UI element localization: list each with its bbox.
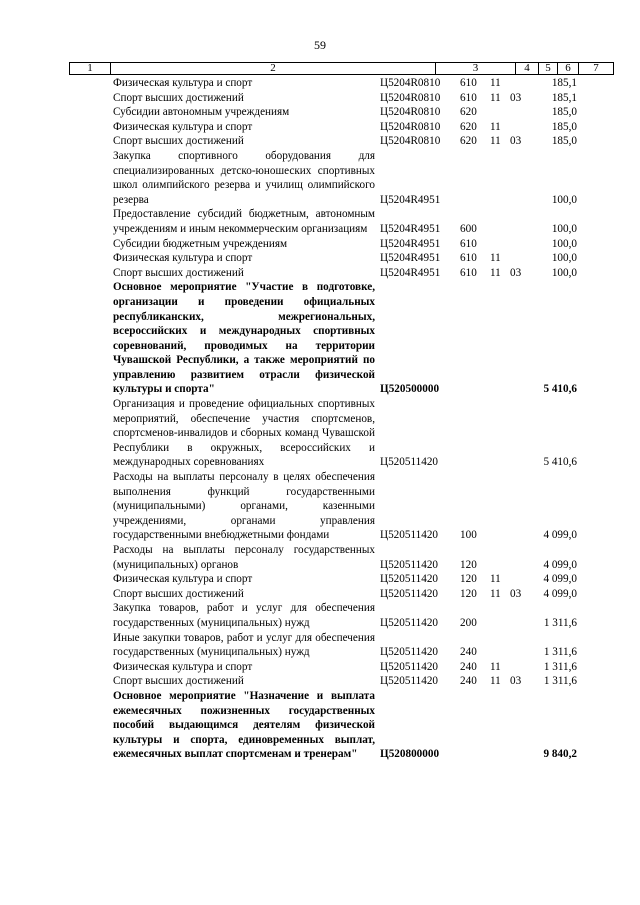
table-row: [0, 105, 640, 120]
row-section: 11: [490, 135, 501, 148]
row-code: Ц520511420: [380, 456, 439, 469]
table-row: [0, 470, 640, 543]
row-amount: 4 099,0: [543, 529, 577, 542]
row-section: 11: [490, 252, 501, 265]
row-subsection: 03: [510, 675, 522, 688]
row-name: Иные закупки товаров, работ и услуг для обеспечения государственных (муниципальных) нужд: [113, 631, 375, 659]
row-section: 11: [490, 120, 501, 133]
row-code: Ц5204R4951: [380, 266, 441, 279]
row-amount: 185,1: [551, 91, 577, 104]
table-row: [0, 543, 640, 572]
row-expense-type: 120: [460, 573, 477, 586]
row-amount: 100,0: [551, 266, 577, 279]
row-subsection: 03: [510, 266, 522, 279]
row-name: Организация и проведение официальных спортивных мероприятий, обеспечение участия спортсменов, спортсменов-инвалидов и сборных команд Чувашской Республики в окружных, всероссийских и международных соревнованиях: [113, 398, 375, 469]
row-expense-type: 200: [460, 616, 477, 629]
column-header-4: 4: [524, 62, 530, 74]
row-subsection: 03: [510, 587, 522, 600]
row-amount: 1 311,6: [543, 646, 577, 659]
table-row: [0, 660, 640, 675]
row-section: 11: [490, 266, 501, 279]
row-expense-type: 120: [460, 558, 477, 571]
row-code: Ц520511420: [380, 646, 439, 659]
row-amount: 9 840,2: [543, 748, 577, 761]
row-name: Спорт высших достижений: [113, 91, 244, 104]
table-row: [0, 674, 640, 689]
row-name: Субсидии автономным учреждениям: [113, 106, 290, 119]
row-amount: 100,0: [551, 193, 577, 206]
row-code: Ц520511420: [380, 573, 439, 586]
row-name: Расходы на выплаты персоналу государственных (муниципальных) органов: [113, 544, 375, 571]
row-code: Ц520511420: [380, 587, 439, 600]
row-code: Ц5204R4951: [380, 193, 441, 206]
column-header-6: 6: [565, 62, 571, 74]
row-expense-type: 620: [460, 120, 477, 133]
row-name: Субсидии бюджетным учреждениям: [113, 237, 288, 250]
table-row: [0, 397, 640, 470]
row-code: Ц5204R0810: [380, 106, 441, 119]
column-header-1: 1: [87, 62, 93, 74]
row-name: Закупка товаров, работ и услуг для обеспечения государственных (муниципальных) нужд: [113, 602, 375, 629]
row-subsection: 03: [510, 135, 522, 148]
column-header-7: 7: [593, 62, 599, 74]
table-row: [0, 237, 640, 252]
table-row: [0, 91, 640, 106]
row-code: Ц520511420: [380, 616, 439, 629]
row-name: Физическая культура и спорт: [113, 252, 253, 265]
row-name: Физическая культура и спорт: [113, 660, 253, 673]
row-expense-type: 240: [460, 660, 477, 673]
row-section: 11: [490, 660, 501, 673]
row-amount: 1 311,6: [543, 616, 577, 629]
row-name: Физическая культура и спорт: [113, 120, 253, 133]
table-row: [0, 266, 640, 281]
row-name: Спорт высших достижений: [113, 135, 244, 148]
row-name: Физическая культура и спорт: [113, 573, 253, 586]
row-code: Ц520511420: [380, 660, 439, 673]
row-name: Основное мероприятие "Назначение и выплата ежемесячных пожизненных государственных пособий выдающимся деятелям физической культуры и спорта, единовременных выплат, ежемесячных выплат спортсменам и тренерам": [113, 689, 375, 761]
page-number: 59: [314, 38, 326, 52]
row-amount: 185,0: [551, 135, 577, 148]
table-row: [0, 149, 640, 207]
row-amount: 100,0: [551, 252, 577, 265]
row-expense-type: 240: [460, 646, 477, 659]
row-subsection: 03: [510, 91, 522, 104]
table-row: [0, 587, 640, 602]
row-code: Ц520511420: [380, 529, 439, 542]
row-amount: 1 311,6: [543, 660, 577, 673]
column-header-5: 5: [545, 62, 551, 74]
row-amount: 100,0: [551, 222, 577, 235]
table-row: [0, 120, 640, 135]
row-expense-type: 610: [460, 237, 477, 250]
row-name: Основное мероприятие "Участие в подготовке, организации и проведении официальных республиканских, межрегиональных, всероссийских и международных спортивных соревнований, проводимых на территории Чувашской Республики, а также мероприятий по управлению развитием отрасли физической культуры и спорта": [113, 281, 375, 396]
table-row: [0, 631, 640, 660]
row-section: 11: [490, 587, 501, 600]
table-row: [0, 134, 640, 149]
row-section: 11: [490, 675, 501, 688]
row-name: Предоставление субсидий бюджетным, автономным учреждениям и иным некоммерческим организациям: [113, 208, 375, 235]
row-name: Физическая культура и спорт: [113, 77, 253, 89]
row-amount: 4 099,0: [543, 558, 577, 571]
row-code: Ц5204R0810: [380, 120, 441, 133]
row-expense-type: 620: [460, 106, 477, 119]
row-expense-type: 120: [460, 587, 477, 600]
row-amount: 185,1: [551, 77, 577, 89]
table-row: [0, 689, 640, 762]
row-code: Ц5204R4951: [380, 237, 441, 250]
table-row: [0, 251, 640, 266]
table-row: [0, 280, 640, 397]
row-code: Ц5204R4951: [380, 252, 441, 265]
row-amount: 4 099,0: [543, 587, 577, 600]
row-amount: 185,0: [551, 120, 577, 133]
row-code: Ц520511420: [380, 558, 439, 571]
row-expense-type: 240: [460, 675, 477, 688]
table-row: [0, 572, 640, 587]
row-amount: 1 311,6: [543, 675, 577, 688]
row-expense-type: 610: [460, 91, 477, 104]
row-code: Ц5204R0810: [380, 77, 441, 89]
row-expense-type: 610: [460, 77, 477, 89]
row-code: Ц5204R0810: [380, 91, 441, 104]
row-name: Спорт высших достижений: [113, 675, 244, 688]
row-code: Ц520511420: [380, 675, 439, 688]
table-row: [0, 76, 640, 91]
row-name: Закупка спортивного оборудования для специализированных детско-юношеских спортивных школ олимпийского резерва и училищ олимпийского резерва: [113, 149, 375, 206]
row-name: Спорт высших достижений: [113, 266, 244, 279]
row-section: 11: [490, 91, 501, 104]
row-name: Спорт высших достижений: [113, 587, 244, 600]
row-expense-type: 100: [460, 529, 477, 542]
row-expense-type: 610: [460, 266, 477, 279]
column-header-2: 2: [270, 62, 276, 74]
row-code: Ц5204R4951: [380, 222, 441, 235]
row-code: Ц520500000: [380, 383, 440, 396]
column-header-row: [69, 62, 614, 75]
row-expense-type: 600: [460, 222, 477, 235]
table-row: [0, 207, 640, 236]
row-amount: 5 410,6: [543, 456, 577, 469]
row-amount: 185,0: [551, 106, 577, 119]
row-code: Ц5204R0810: [380, 135, 441, 148]
row-name: Расходы на выплаты персоналу в целях обеспечения выполнения функций государственными (муниципальными) органами, казенными учреждениями, органами управления государственными внебюджетными фондами: [113, 471, 375, 542]
row-amount: 100,0: [551, 237, 577, 250]
budget-table-body: [0, 76, 640, 762]
table-row: [0, 601, 640, 630]
row-section: 11: [490, 77, 501, 89]
row-expense-type: 620: [460, 135, 477, 148]
column-header-3: 3: [472, 62, 479, 74]
row-amount: 4 099,0: [543, 573, 577, 586]
row-code: Ц520800000: [380, 748, 440, 761]
row-section: 11: [490, 573, 501, 586]
row-expense-type: 610: [460, 252, 477, 265]
row-amount: 5 410,6: [543, 383, 577, 396]
